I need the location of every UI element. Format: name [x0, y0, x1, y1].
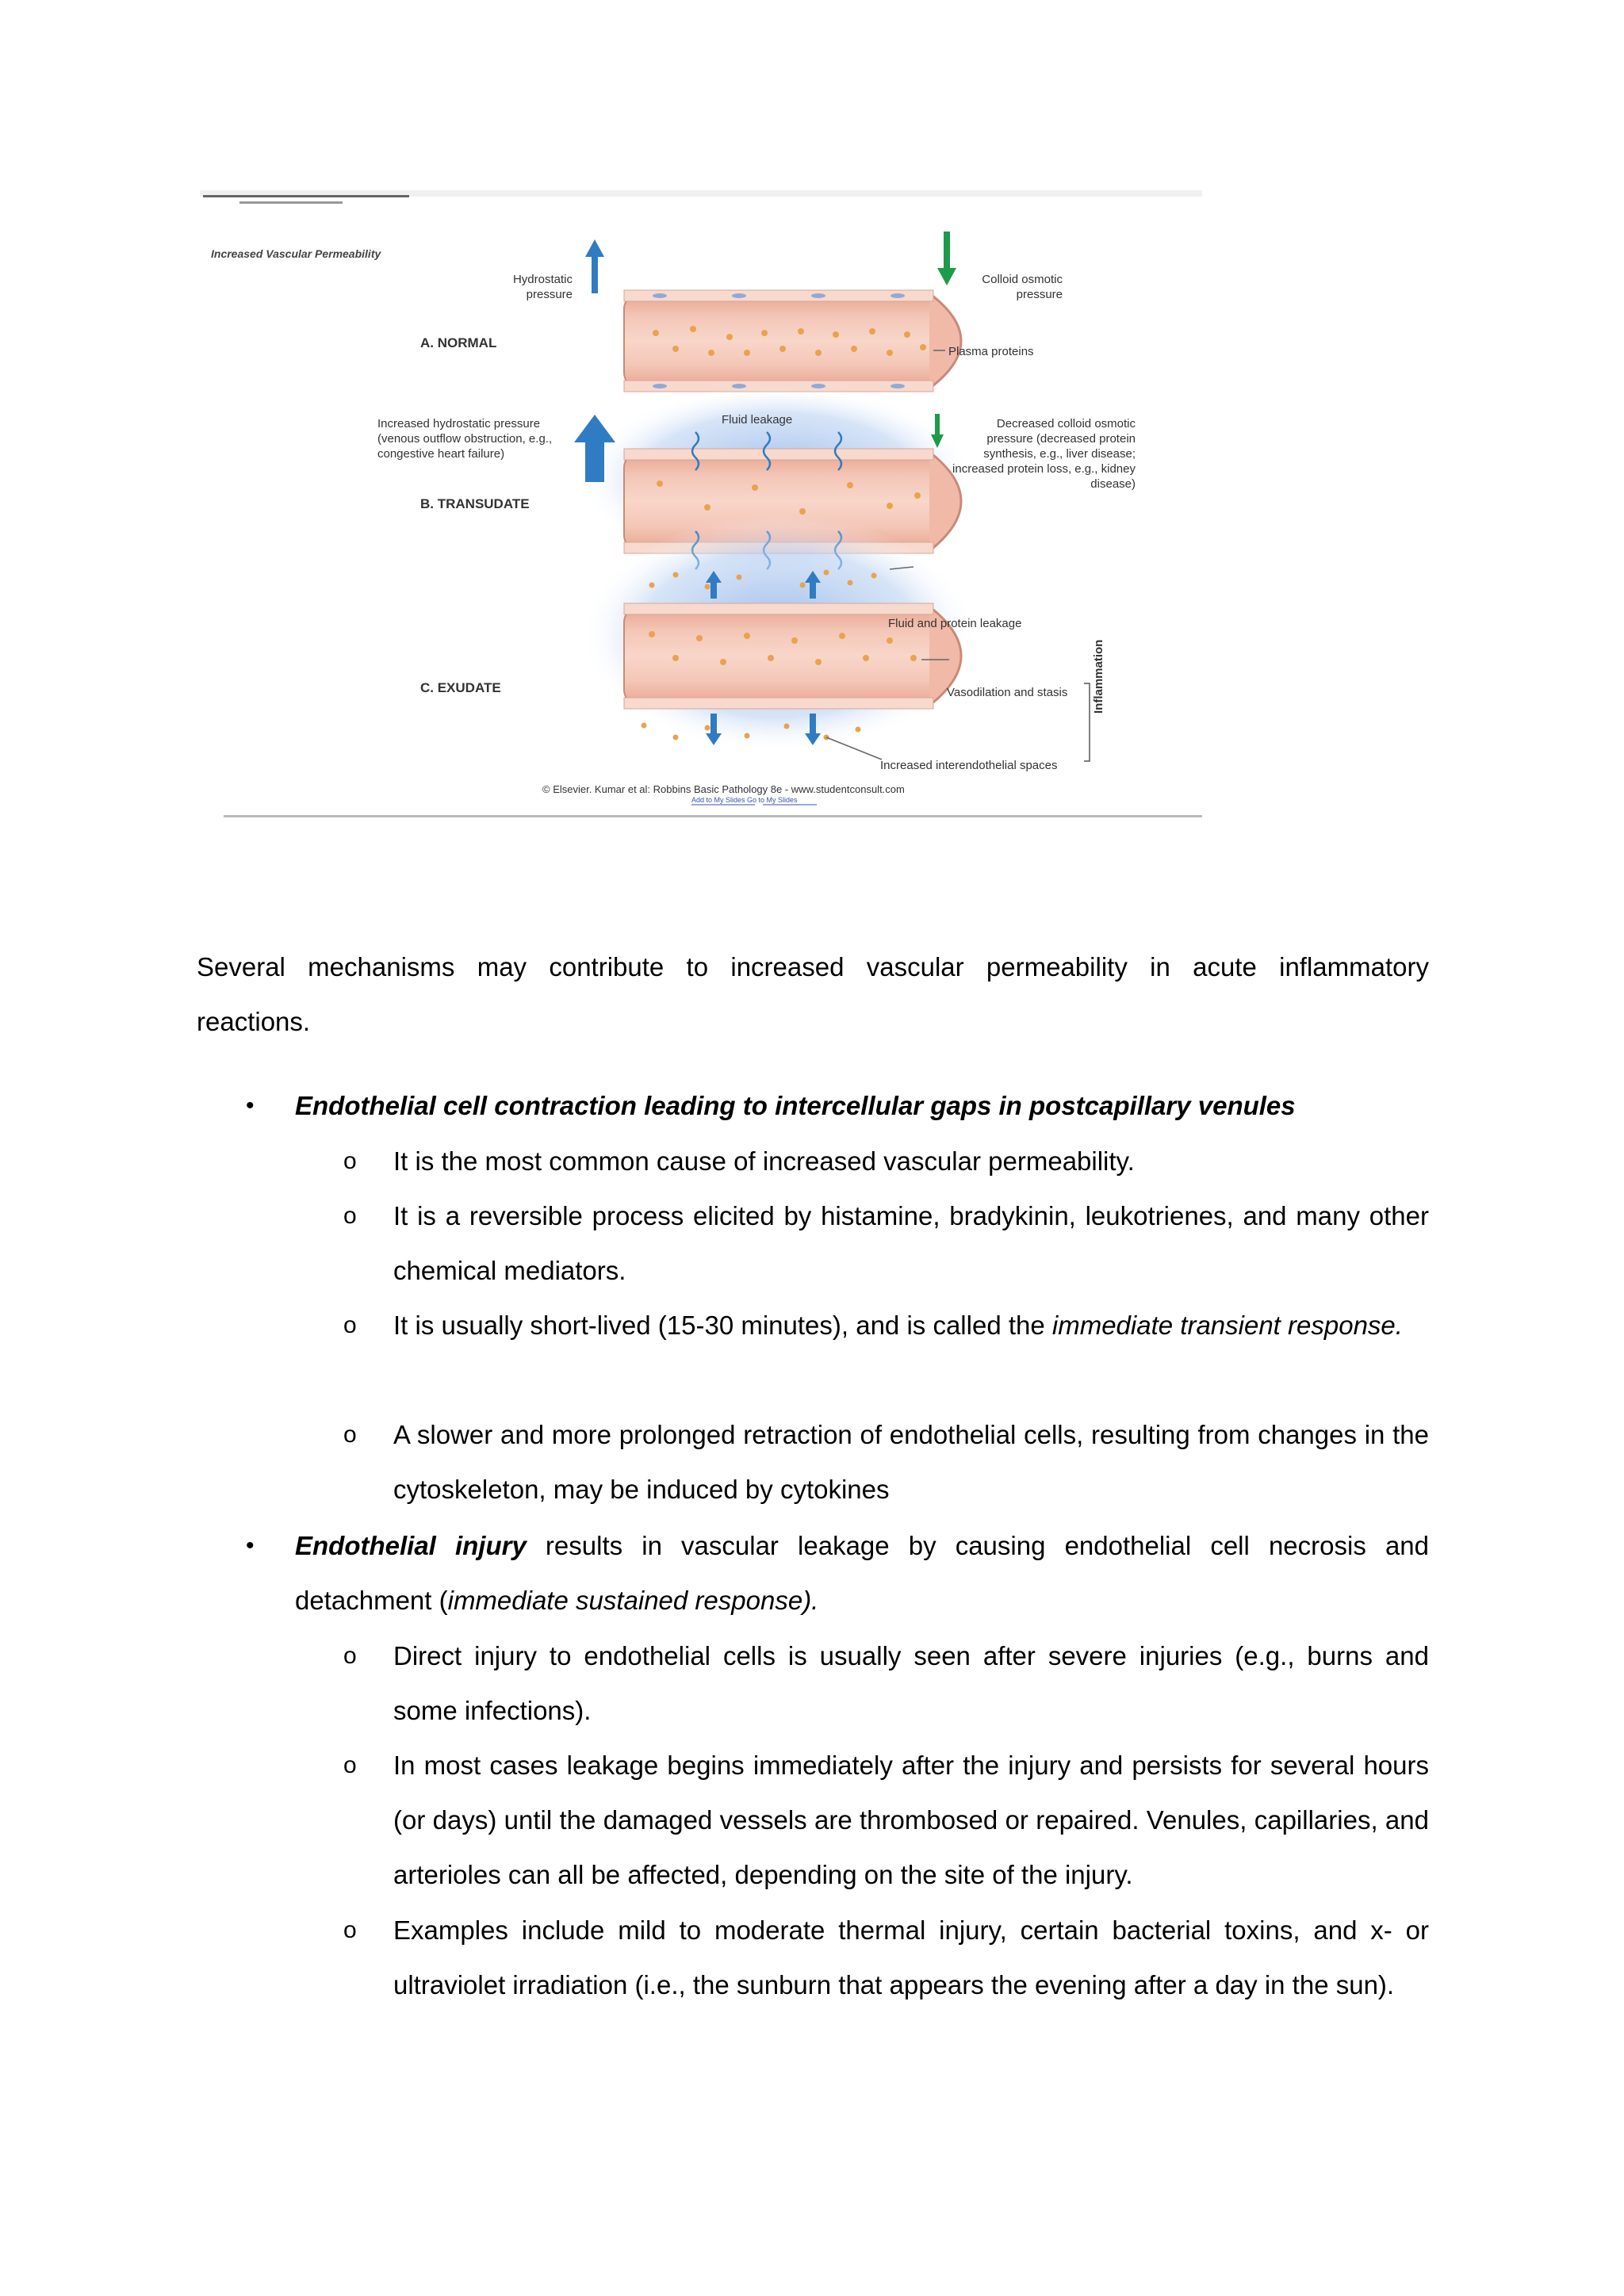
- contraction-item-4: A slower and more prolonged retraction of endothelial cells, resulting from changes in the cytoskeleton, may be induced by cytokines: [393, 1420, 1429, 1504]
- label-fluid-leakage: Fluid leakage: [722, 413, 793, 427]
- panel-c-label: C. EXUDATE: [420, 680, 501, 695]
- contraction-item-1: It is the most common cause of increased vascular permeability.: [393, 1146, 1135, 1176]
- label-plasma-proteins: Plasma proteins: [948, 345, 1034, 358]
- injury-item-1: Direct injury to endothelial cells is usually seen after severe injuries (e.g., burns and some infections).: [393, 1641, 1429, 1725]
- sub-marker: o: [343, 1752, 357, 1778]
- injury-item-2: In most cases leakage begins immediately after the injury and persists for several hours (or days) until the damaged vessels are thrombosed or repaired. Venules, capillaries, and arterioles can all be affected, depending on the site of the injury.: [393, 1751, 1429, 1889]
- sub-marker: o: [343, 1203, 357, 1229]
- bullet-endothelial-injury: Endothelial injury results in vascular leakage by causing endothelial cell necrosis and detachment (immediate sustained response).: [295, 1531, 1429, 1615]
- bullet-marker: •: [246, 1533, 255, 1559]
- sub-marker: o: [343, 1312, 357, 1338]
- panel-a-label: A. NORMAL: [420, 335, 497, 350]
- sub-marker: o: [343, 1643, 357, 1669]
- label-interendothelial: Increased interendothelial spaces: [880, 759, 1058, 772]
- contraction-item-3: It is usually short-lived (15-30 minutes), and is called the immediate transient response.: [393, 1311, 1403, 1340]
- vascular-permeability-figure: [200, 190, 1202, 821]
- label-increased-hydrostatic: Increased hydrostatic pressure (venous outflow obstruction, e.g., congestive heart failure): [377, 417, 553, 461]
- label-inflammation: Inflammation: [1092, 639, 1105, 714]
- figure-links[interactable]: Add to My Slides Go to My Slides: [691, 796, 798, 804]
- intro-paragraph-line2: reactions.: [197, 1007, 311, 1036]
- sub-marker: o: [343, 1917, 357, 1943]
- figure-title: Increased Vascular Permeability: [211, 247, 381, 260]
- label-colloid: Colloid osmotic pressure: [982, 273, 1063, 301]
- injury-item-3: Examples include mild to moderate thermal injury, certain bacterial toxins, and x- or ultraviolet irradiation (i.e., the sunburn that appears the evening after a day in the sun).: [393, 1915, 1429, 1999]
- panel-a-vessel: [585, 232, 961, 392]
- bullet-marker: •: [246, 1093, 255, 1119]
- sub-marker: o: [343, 1148, 357, 1174]
- figure-credit: © Elsevier. Kumar et al: Robbins Basic Pathology 8e - www.studentconsult.com: [542, 783, 905, 795]
- label-hydrostatic: Hydrostatic pressure: [512, 273, 573, 301]
- panel-c-vessel: [580, 515, 1090, 761]
- label-vasodilation: Vasodilation and stasis: [947, 686, 1068, 699]
- label-fluid-protein-leakage: Fluid and protein leakage: [888, 617, 1022, 630]
- contraction-item-2: It is a reversible process elicited by histamine, bradykinin, leukotrienes, and many other chemical mediators.: [393, 1201, 1429, 1285]
- bullet-heading-contraction: Endothelial cell contraction leading to intercellular gaps in postcapillary venules: [295, 1091, 1296, 1120]
- sub-marker: o: [343, 1422, 357, 1448]
- label-decreased-colloid: Decreased colloid osmotic pressure (decreased protein synthesis, e.g., liver disease; increased protein loss, e.g., kidney disease): [952, 417, 1136, 491]
- panel-b-label: B. TRANSUDATE: [420, 496, 530, 511]
- intro-paragraph-line1: Several mechanisms may contribute to increased vascular permeability in acute inflammatory: [197, 952, 1429, 982]
